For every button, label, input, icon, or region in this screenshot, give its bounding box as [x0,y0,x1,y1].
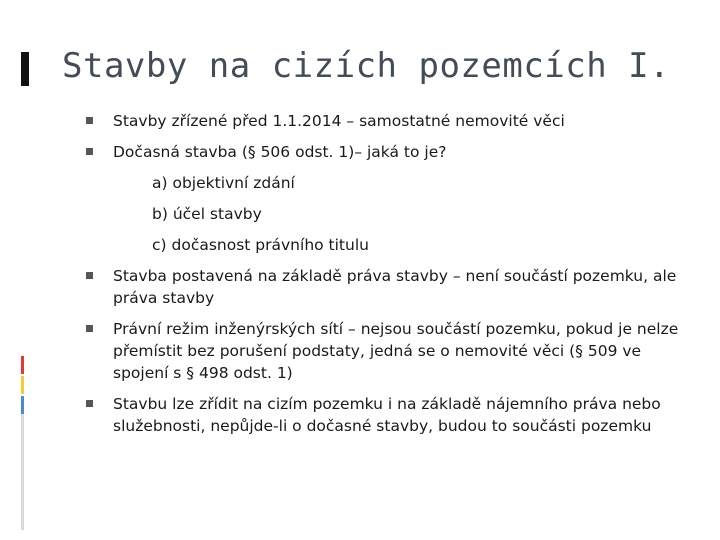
bullet-text: Stavba postavená na základě práva stavby – není součástí pozemku, ale práva stavby [113,267,677,307]
square-bullet-icon [86,148,93,155]
bullet-text: Dočasná stavba (§ 506 odst. 1)– jaká to je? [113,143,447,161]
side-accent-gray [21,414,24,530]
sub-item: c) dočasnost právního titulu [152,236,369,254]
slide-title: Stavby na cizích pozemcích I. [62,46,671,86]
square-bullet-icon [86,117,93,124]
square-bullet-icon [86,272,93,279]
side-accent-red [21,356,24,374]
bullet-item [80,141,690,163]
bullet-text: Stavby zřízené před 1.1.2014 – samostatné nemovité věci [113,112,565,130]
side-accent-blue [21,396,24,414]
bullet-text: Stavbu lze zřídit na cizím pozemku i na základě nájemního práva nebo služebnosti, nepůjde-li o dočasné stavby, budou to součásti pozemku [113,395,661,435]
side-accent-yellow [21,376,24,394]
slide-content [80,110,690,446]
sub-item: b) účel stavby [152,205,262,223]
bullet-item [80,110,690,132]
sub-item: a) objektivní zdání [152,174,295,192]
title-accent-bar [21,52,29,86]
bullet-text: Právní režim inženýrských sítí – nejsou součástí pozemku, pokud je nelze přemístit bez porušení podstaty, jedná se o nemovité věci (§ 509 ve spojení s § 498 odst. 1) [113,320,679,382]
bullet-item [80,318,690,384]
bullet-item [80,393,690,437]
square-bullet-icon [86,325,93,332]
square-bullet-icon [86,400,93,407]
bullet-item [80,265,690,309]
